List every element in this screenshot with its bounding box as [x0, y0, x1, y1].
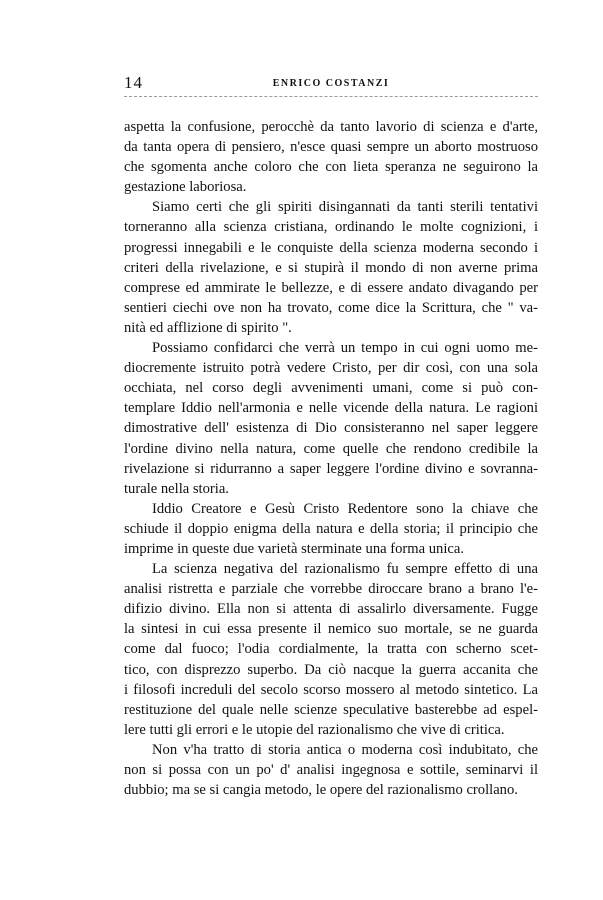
page-number: 14	[124, 73, 143, 92]
text-line: che sgomenta anche coloro che con lieta speranza ne seguirono la	[124, 159, 538, 176]
text-line: restituzione del quale nelle scienze speculative basterebbe ad espel-	[124, 701, 538, 718]
running-head	[124, 73, 538, 97]
text-line: Siamo certi che gli spiriti disingannati da tanti sterili tentativi	[152, 199, 538, 216]
text-line: come dal fuoco; l'odia cordialmente, la tratta con scherno scet-	[124, 641, 538, 658]
paragraph	[124, 117, 538, 197]
running-title: ENRICO COSTANZI	[272, 78, 390, 89]
text-line: tico, con disprezzo superbo. Da ciò nacque la guerra accanita che	[124, 661, 538, 678]
text-line: aspetta la confusione, perocchè da tanto lavorio di scienza e d'arte,	[124, 119, 538, 135]
paragraph	[124, 338, 538, 499]
text-line: La scienza negativa del razionalismo fu sempre effetto di una	[152, 561, 538, 578]
text-line: torneranno alla scienza cristiana, ordinando le molte cognizioni, i	[124, 219, 538, 236]
text-line: l'ordine divino nella natura, come quelle che rendono credibile la	[124, 440, 538, 457]
text-line: imprime in queste due varietà sterminate una forma unica.	[124, 540, 464, 557]
text-line: Iddio Creatore e Gesù Cristo Redentore sono la chiave che	[152, 500, 538, 517]
body-text	[124, 117, 538, 800]
paragraph	[124, 499, 538, 559]
text-line: i filosofi increduli del secolo scorso mossero al metodo sintetico. La	[124, 681, 538, 698]
text-line: Non v'ha tratto di storia antica o moderna così indubitato, che	[152, 741, 538, 758]
text-line: difizio divino. Ella non si attenta di assalirlo diversamente. Fugge	[124, 601, 538, 618]
text-line: la sintesi in cui essa presente il nemico suo mortale, se ne guarda	[124, 621, 538, 638]
text-line: dubbio; ma se si cangia metodo, le opere del razionalismo crollano.	[124, 782, 518, 799]
text-line: dimostrative dell' esistenza di Dio consisteranno nel saper leggere	[124, 420, 538, 437]
text-line: criteri della rivelazione, e si stupirà il mondo di non averne prima	[124, 259, 538, 276]
paragraph	[124, 197, 538, 338]
text-line: non si possa con un po' d' analisi ingegnosa e sottile, seminarvi il	[124, 762, 538, 778]
text-line: progressi innegabili e le conquiste della scienza moderna secondo i	[124, 239, 538, 256]
paragraph	[124, 559, 538, 740]
text-line: da tanta opera di pensiero, n'esce quasi sempre un aborto mostruoso	[124, 139, 538, 156]
text-line: nità ed afflizione di spirito ".	[124, 319, 292, 336]
text-line: lere tutti gli errori e le utopie del razionalismo che vive di critica.	[124, 721, 505, 738]
header-rule	[124, 96, 538, 97]
text-line: schiude il doppio enigma della natura e della storia; il principio che	[124, 520, 538, 537]
text-line: sentieri ciechi ove non ha trovato, come dice la Scrittura, che " va-	[124, 299, 538, 316]
text-line: analisi ristretta e parziale che vorrebbe diroccare brano a brano l'e-	[124, 581, 538, 598]
paragraph	[124, 740, 538, 800]
text-line: comprese ed ammirate le bellezze, e di essere andato divagando per	[124, 279, 538, 296]
text-line: rivelazione si ridurranno a saper leggere l'ordine divino e sovranna-	[124, 460, 538, 477]
text-line: occhiata, nel corso degli avvenimenti umani, come si può con-	[124, 380, 538, 397]
text-line: Possiamo confidarci che verrà un tempo in cui ogni uomo me-	[152, 340, 538, 357]
text-line: templare Iddio nell'armonia e nelle vicende della natura. Le ragioni	[124, 400, 538, 417]
text-line: diocremente istruito potrà vedere Cristo, per dir così, con una sola	[124, 360, 538, 377]
text-line: gestazione laboriosa.	[124, 179, 247, 196]
text-line: turale nella storia.	[124, 480, 229, 497]
